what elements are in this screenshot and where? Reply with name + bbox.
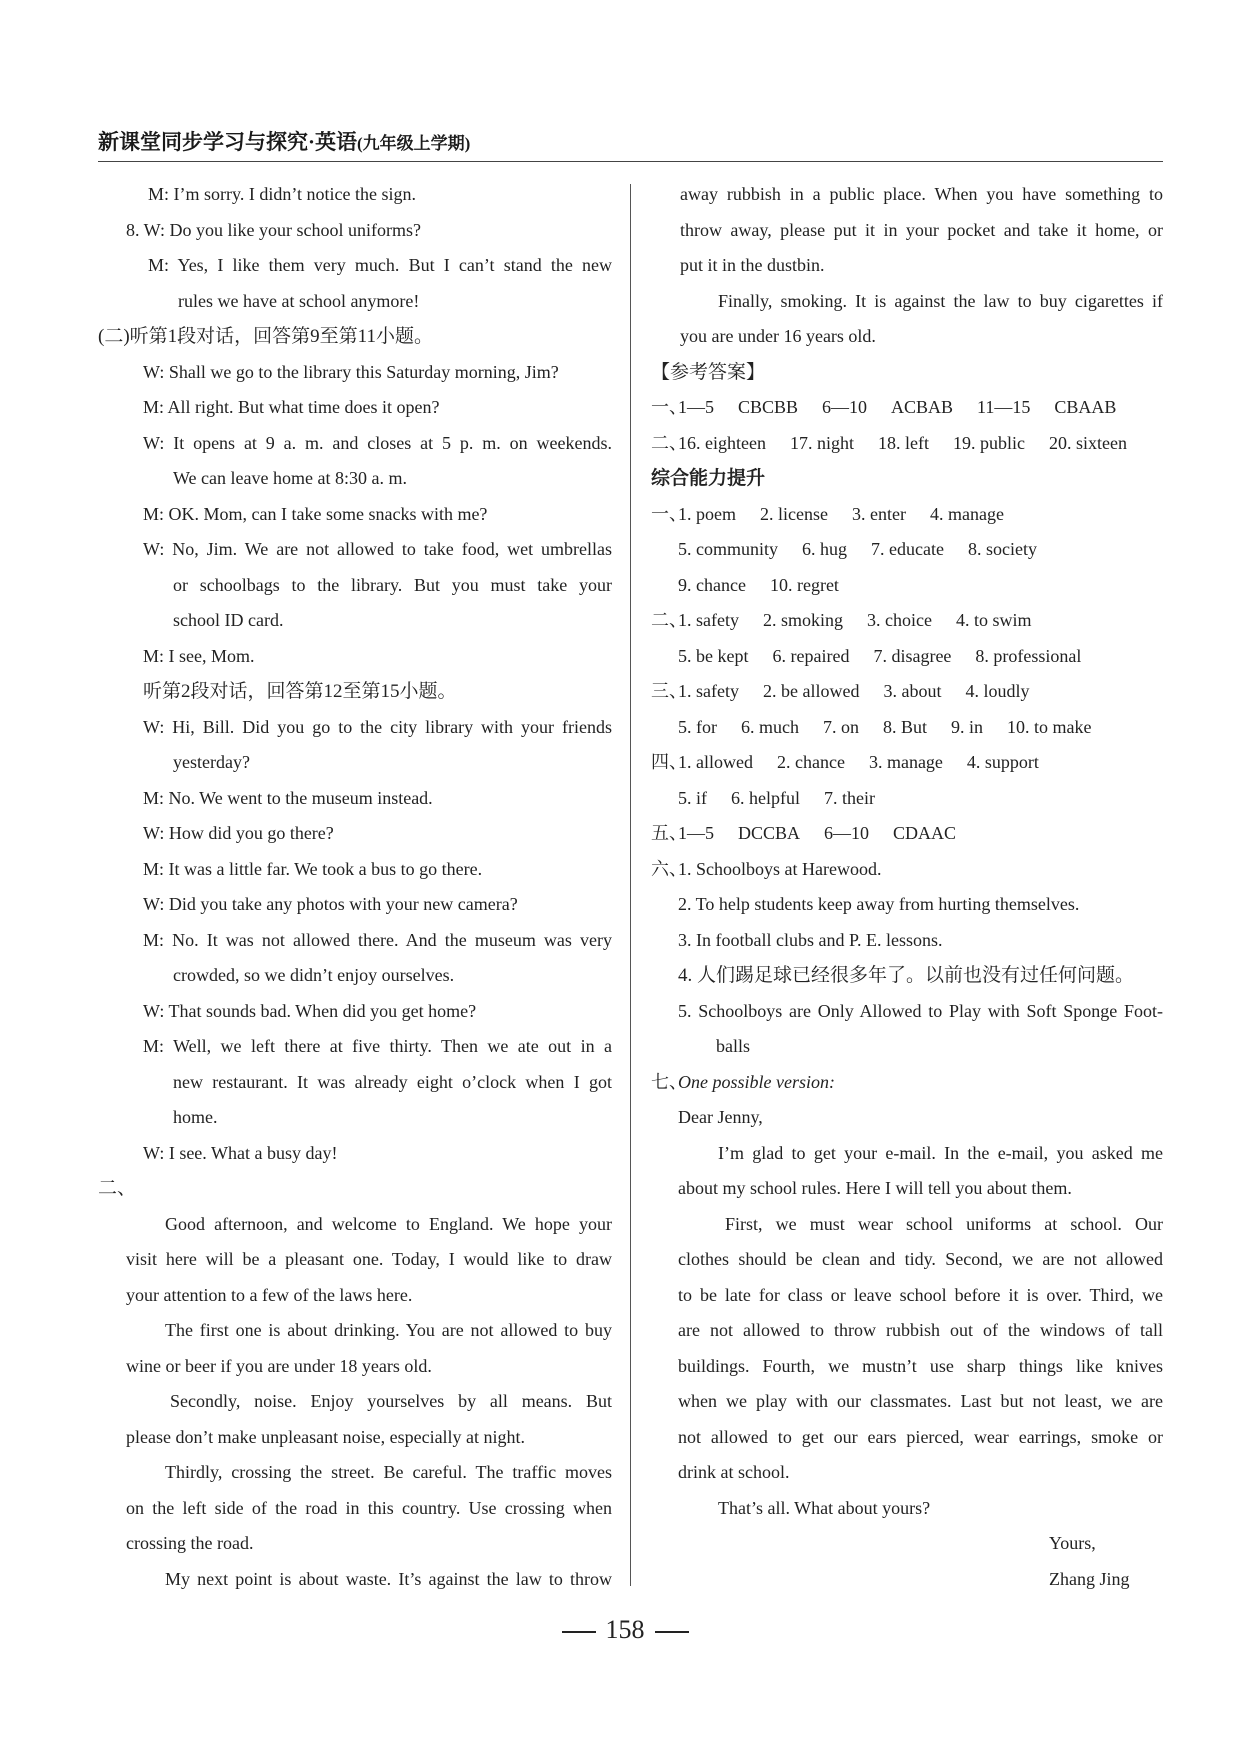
script-line: crowded, so we didn’t enjoy ourselves. bbox=[173, 965, 455, 985]
monologue-line: crossing the road. bbox=[126, 1533, 254, 1553]
answer-item: 3. enter bbox=[851, 503, 906, 524]
answer-item: 3. manage bbox=[868, 752, 943, 772]
answer-item: 7. disagree bbox=[873, 645, 952, 666]
answer-line bbox=[678, 781, 1163, 817]
answer-item: DCCBA bbox=[738, 823, 801, 843]
dialogue-heading: 听第2段对话，回答第12至第15小题。 bbox=[143, 681, 457, 702]
answer-label: 二、 bbox=[651, 610, 687, 630]
script-line: M: All right. But what time does it open? bbox=[143, 397, 440, 417]
script-line: rules we have at school anymore! bbox=[178, 290, 420, 311]
script-line: W: Shall we go to the library this Saturday morning, Jim? bbox=[143, 361, 559, 382]
letter-line: buildings. Fourth, we mustn’t use sharp things like knives bbox=[678, 1355, 1163, 1376]
answer-item: 1—5 bbox=[678, 823, 714, 843]
answer-line bbox=[651, 852, 1163, 888]
answer-line bbox=[651, 745, 1163, 781]
answer-item: 8. professional bbox=[975, 645, 1082, 666]
letter-signature: Zhang Jing bbox=[1049, 1568, 1130, 1589]
script-line: We can leave home at 8:30 a. m. bbox=[173, 468, 407, 488]
script-line: M: No. It was not allowed there. And the museum was very bbox=[143, 929, 612, 950]
left-column bbox=[98, 177, 612, 1597]
answer-item: 2. be allowed bbox=[762, 681, 860, 701]
answer-item: 5. community bbox=[678, 539, 778, 559]
monologue-line: please don’t make unpleasant noise, especially at night. bbox=[126, 1426, 526, 1447]
answer-item: 1—5 bbox=[678, 397, 714, 417]
answer-item: 18. left bbox=[878, 432, 929, 453]
answer-item: 4. to swim bbox=[955, 610, 1032, 630]
letter-line: not allowed to get our ears pierced, wear earrings, smoke or bbox=[678, 1426, 1163, 1447]
letter-line: clothes should be clean and tidy. Second, we are not allowed bbox=[678, 1249, 1163, 1269]
script-line: M: It was a little far. We took a bus to go there. bbox=[143, 858, 483, 879]
script-line: W: Hi, Bill. Did you go to the city library with your friends bbox=[143, 716, 612, 737]
answer-item: 4. loudly bbox=[965, 681, 1030, 701]
script-line: home. bbox=[173, 1107, 218, 1127]
script-line: W: It opens at 9 a. m. and closes at 5 p. m. on weekends. bbox=[143, 432, 612, 453]
answer-item: 2. chance bbox=[776, 752, 845, 772]
answer-label: 三、 bbox=[651, 681, 687, 701]
answer-item: 5. for bbox=[678, 716, 717, 737]
monologue-line: visit here will be a pleasant one. Today, I would like to draw bbox=[126, 1249, 612, 1269]
answer-item: 3. about bbox=[883, 681, 942, 701]
answer-line bbox=[651, 497, 1163, 533]
answer-label: 一、 bbox=[651, 397, 687, 417]
monologue-line: on the left side of the road in this country. Use crossing when bbox=[126, 1497, 612, 1518]
answer-line bbox=[678, 532, 1163, 568]
answer-item: 3. choice bbox=[867, 610, 932, 630]
monologue-line: Good afternoon, and welcome to England. We hope your bbox=[165, 1213, 612, 1234]
answer-item: 19. public bbox=[953, 432, 1025, 453]
section-label: 二、 bbox=[98, 1178, 137, 1199]
letter-line: about my school rules. Here I will tell you about them. bbox=[678, 1178, 1072, 1198]
answer-line bbox=[651, 1065, 1163, 1101]
answer-line: 5. Schoolboys are Only Allowed to Play with Soft Sponge Foot- bbox=[678, 1000, 1163, 1021]
letter-line: drink at school. bbox=[678, 1462, 790, 1482]
answer-item: 9. chance bbox=[678, 574, 746, 595]
page-number-dash bbox=[562, 1631, 596, 1633]
answer-item: 16. eighteen bbox=[678, 432, 766, 453]
answer-item: 20. sixteen bbox=[1049, 432, 1127, 453]
answer-item: 4. support bbox=[966, 752, 1039, 772]
letter-greeting: Dear Jenny, bbox=[678, 1107, 763, 1127]
script-line: new restaurant. It was already eight o’clock when I got bbox=[173, 1071, 612, 1092]
script-line: M: Well, we left there at five thirty. Then we ate out in a bbox=[143, 1036, 612, 1056]
letter-line: I’m glad to get your e-mail. In the e-mail, you asked me bbox=[718, 1142, 1163, 1163]
answer-label: 七、 bbox=[651, 1071, 687, 1092]
answer-item: 17. night bbox=[789, 432, 854, 453]
answer-item: 6—10 bbox=[824, 823, 870, 843]
script-line: W: Did you take any photos with your new camera? bbox=[143, 894, 518, 914]
answer-line: balls bbox=[716, 1036, 750, 1056]
answer-item: 2. license bbox=[760, 503, 828, 524]
answer-label: 二、 bbox=[651, 432, 687, 453]
answer-item: 7. their bbox=[824, 787, 875, 808]
answer-item: 10. to make bbox=[1007, 716, 1092, 737]
running-header bbox=[98, 128, 470, 156]
answer-item: 6. helpful bbox=[731, 787, 800, 808]
answer-item: ACBAB bbox=[891, 397, 954, 417]
comprehensive-heading: 综合能力提升 bbox=[651, 468, 766, 489]
part-heading: (二)听第1段对话，回答第9至第11小题。 bbox=[98, 326, 433, 347]
letter-closing: Yours, bbox=[1049, 1533, 1096, 1553]
answer-line bbox=[651, 603, 1163, 639]
letter-line: when we play with our classmates. Last but not least, we are bbox=[678, 1391, 1163, 1411]
answer-label: 六、 bbox=[651, 858, 687, 879]
answer-line: 2. To help students keep away from hurting themselves. bbox=[678, 894, 1080, 914]
letter-line: to be late for class or leave school before it is over. Third, we bbox=[678, 1284, 1163, 1305]
monologue-line: Finally, smoking. It is against the law to buy cigarettes if bbox=[718, 290, 1163, 311]
answer-line bbox=[651, 390, 1163, 426]
answer-line bbox=[678, 639, 1163, 675]
script-line: yesterday? bbox=[173, 752, 250, 772]
version-label: One possible version: bbox=[678, 1071, 835, 1092]
answer-item: 7. educate bbox=[871, 539, 944, 559]
answer-item: 4. manage bbox=[929, 503, 1004, 524]
script-line: W: I see. What a busy day! bbox=[143, 1142, 338, 1163]
monologue-line: throw away, please put it in your pocket and take it home, or bbox=[680, 219, 1163, 240]
page-number bbox=[0, 1612, 1250, 1648]
answer-text: 1. Schoolboys at Harewood. bbox=[678, 858, 882, 879]
answer-item: 6. repaired bbox=[772, 645, 850, 666]
answer-item: 9. in bbox=[951, 716, 984, 737]
answer-item: 8. society bbox=[967, 539, 1037, 559]
monologue-line: put it in the dustbin. bbox=[680, 255, 825, 275]
monologue-line: your attention to a few of the laws here. bbox=[126, 1284, 413, 1305]
script-line: 8. W: Do you like your school uniforms? bbox=[126, 219, 421, 240]
answer-item: 1. safety bbox=[678, 681, 739, 701]
letter-line: are not allowed to throw rubbish out of the windows of tall bbox=[678, 1320, 1163, 1340]
grade-label: (九年级上学期) bbox=[357, 134, 471, 153]
monologue-line: The first one is about drinking. You are not allowed to buy bbox=[165, 1320, 612, 1340]
answer-item: CDAAC bbox=[893, 823, 957, 843]
answer-line: 3. In football clubs and P. E. lessons. bbox=[678, 929, 943, 950]
answer-item: 6. hug bbox=[802, 539, 847, 559]
script-line: or schoolbags to the library. But you must take your bbox=[173, 574, 612, 595]
answer-item: 5. be kept bbox=[678, 645, 749, 666]
script-line: M: No. We went to the museum instead. bbox=[143, 787, 433, 808]
answer-key-heading: 【参考答案】 bbox=[651, 361, 766, 383]
answer-label: 四、 bbox=[651, 752, 687, 772]
script-line: W: How did you go there? bbox=[143, 823, 334, 843]
answer-item: 1. allowed bbox=[678, 752, 753, 772]
answer-line bbox=[651, 674, 1163, 710]
page-number-value: 158 bbox=[605, 1615, 645, 1644]
answer-item: 1. safety bbox=[678, 610, 739, 630]
answer-line: 4. 人们踢足球已经很多年了。以前也没有过任何问题。 bbox=[678, 965, 1135, 986]
letter-line: That’s all. What about yours? bbox=[718, 1497, 931, 1518]
answer-item: 1. poem bbox=[678, 503, 736, 524]
script-line: W: That sounds bad. When did you get home? bbox=[143, 1000, 477, 1021]
monologue-line: My next point is about waste. It’s against the law to throw bbox=[165, 1568, 612, 1589]
answer-line bbox=[678, 568, 1163, 604]
monologue-line: wine or beer if you are under 18 years old. bbox=[126, 1355, 432, 1376]
answer-line bbox=[678, 710, 1163, 746]
script-line: M: Yes, I like them very much. But I can’t stand the new bbox=[148, 255, 612, 275]
answer-label: 一、 bbox=[651, 503, 687, 524]
book-title: 新课堂同步学习与探究·英语 bbox=[98, 130, 358, 154]
answer-line bbox=[651, 426, 1163, 462]
answer-item: 7. on bbox=[823, 716, 859, 737]
answer-item: 5. if bbox=[678, 787, 707, 808]
answer-item: 2. smoking bbox=[762, 610, 843, 630]
answer-line bbox=[651, 816, 1163, 852]
header-rule bbox=[98, 161, 1163, 162]
monologue-line: Secondly, noise. Enjoy yourselves by all means. But bbox=[170, 1391, 612, 1411]
answer-item: CBCBB bbox=[738, 397, 799, 417]
letter-line: First, we must wear school uniforms at school. Our bbox=[725, 1213, 1163, 1234]
script-line: M: I see, Mom. bbox=[143, 645, 255, 666]
answer-item: 8. But bbox=[883, 716, 928, 737]
monologue-line: Thirdly, crossing the street. Be careful. The traffic moves bbox=[165, 1462, 612, 1482]
answer-label: 五、 bbox=[651, 823, 687, 843]
column-divider bbox=[630, 184, 631, 1586]
script-line: M: I’m sorry. I didn’t notice the sign. bbox=[148, 184, 416, 204]
answer-item: 6—10 bbox=[822, 397, 868, 417]
script-line: W: No, Jim. We are not allowed to take food, wet umbrellas bbox=[143, 539, 612, 559]
script-line: M: OK. Mom, can I take some snacks with me? bbox=[143, 503, 488, 524]
right-column bbox=[651, 177, 1163, 1597]
monologue-line: you are under 16 years old. bbox=[680, 326, 876, 346]
answer-item: CBAAB bbox=[1054, 397, 1117, 417]
answer-item: 6. much bbox=[741, 716, 799, 737]
page-number-dash bbox=[655, 1631, 689, 1633]
monologue-line: away rubbish in a public place. When you have something to bbox=[680, 184, 1163, 204]
answer-item: 11—15 bbox=[977, 397, 1031, 417]
script-line: school ID card. bbox=[173, 610, 284, 630]
answer-item: 10. regret bbox=[769, 574, 839, 595]
